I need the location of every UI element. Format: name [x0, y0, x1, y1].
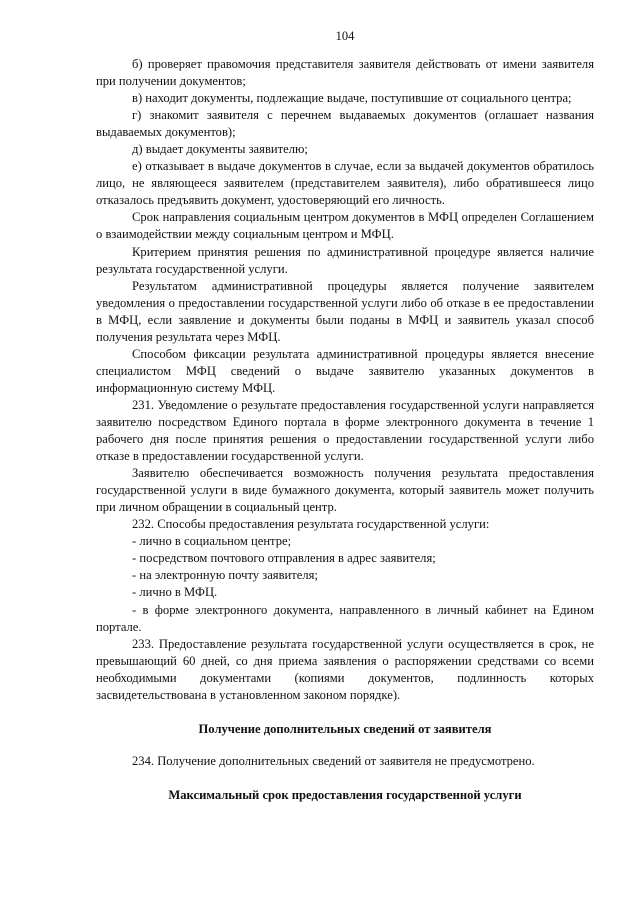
- paragraph-d: д) выдает документы заявителю;: [132, 142, 308, 157]
- list-item-email: - на электронную почту заявителя;: [132, 568, 318, 583]
- paragraph-231: 231. Уведомление о результате предоставления государственной услуги направляется заявителю посредством Единого портала в форме электронного документа в течение 1 рабочего дня после принятия решения о предоставлении государственной услуги либо отказе в предоставлении государственной услуги.: [96, 397, 594, 464]
- list-item-social-center: - лично в социальном центре;: [132, 534, 292, 549]
- page-number: 104: [335, 29, 355, 43]
- list-item-mfc: - лично в МФЦ.: [132, 585, 218, 600]
- section-heading-additional-info: Получение дополнительных сведений от заявителя: [198, 721, 492, 736]
- paragraph-fixation: Способом фиксации результата административной процедуры является внесение специалистом МФЦ сведений о выдаче заявителю указанных документов в информационную систему МФЦ.: [96, 346, 594, 395]
- paragraph-e: е) отказывает в выдаче документов в случае, если за выдачей документов обратилось лицо, не являющееся заявителем (представителем заявителя), либо обратившееся лицо отказалось предъявить документ, удостоверяющий его личность.: [96, 159, 594, 208]
- paragraph-result: Результатом административной процедуры является получение заявителем уведомления о предоставлении государственной услуги либо об отказе в ее предоставлении в МФЦ, если заявление и документы были поданы в МФЦ и заявитель указал способ получения результата через МФЦ.: [96, 278, 594, 344]
- paragraph-paper-result: Заявителю обеспечивается возможность получения результата предоставления государственной услуги в виде бумажного документа, который заявитель может получить при личном обращении в социальный центр.: [96, 466, 594, 515]
- paragraph-criterion: Критерием принятия решения по административной процедуре является наличие результата государственной услуги.: [96, 244, 594, 276]
- list-item-portal: - в форме электронного документа, направленного в личный кабинет на Едином портале.: [96, 602, 594, 634]
- paragraph-b: б) проверяет правомочия представителя заявителя действовать от имени заявителя при получении документов;: [96, 57, 594, 89]
- document-body: [96, 56, 594, 804]
- paragraph-234: 234. Получение дополнительных сведений от заявителя не предусмотрено.: [132, 753, 535, 768]
- paragraph-232: 232. Способы предоставления результата государственной услуги:: [132, 517, 490, 532]
- list-item-post: - посредством почтового отправления в адрес заявителя;: [132, 551, 436, 566]
- paragraph-term: Срок направления социальным центром документов в МФЦ определен Соглашением о взаимодействии между социальным центром и МФЦ.: [96, 210, 594, 242]
- paragraph-233: 233. Предоставление результата государственной услуги осуществляется в срок, не превышающий 60 дней, со дня приема заявления о распоряжении средствами со всеми необходимыми документами (копиями документов, подлинность которых засвидетельствована в установленном законом порядке).: [96, 636, 594, 702]
- paragraph-v: в) находит документы, подлежащие выдаче, поступившие от социального центра;: [132, 91, 572, 106]
- paragraph-g: г) знакомит заявителя с перечнем выдаваемых документов (оглашает названия выдаваемых документов);: [96, 108, 594, 140]
- section-heading-max-term: Максимальный срок предоставления государственной услуги: [168, 787, 522, 802]
